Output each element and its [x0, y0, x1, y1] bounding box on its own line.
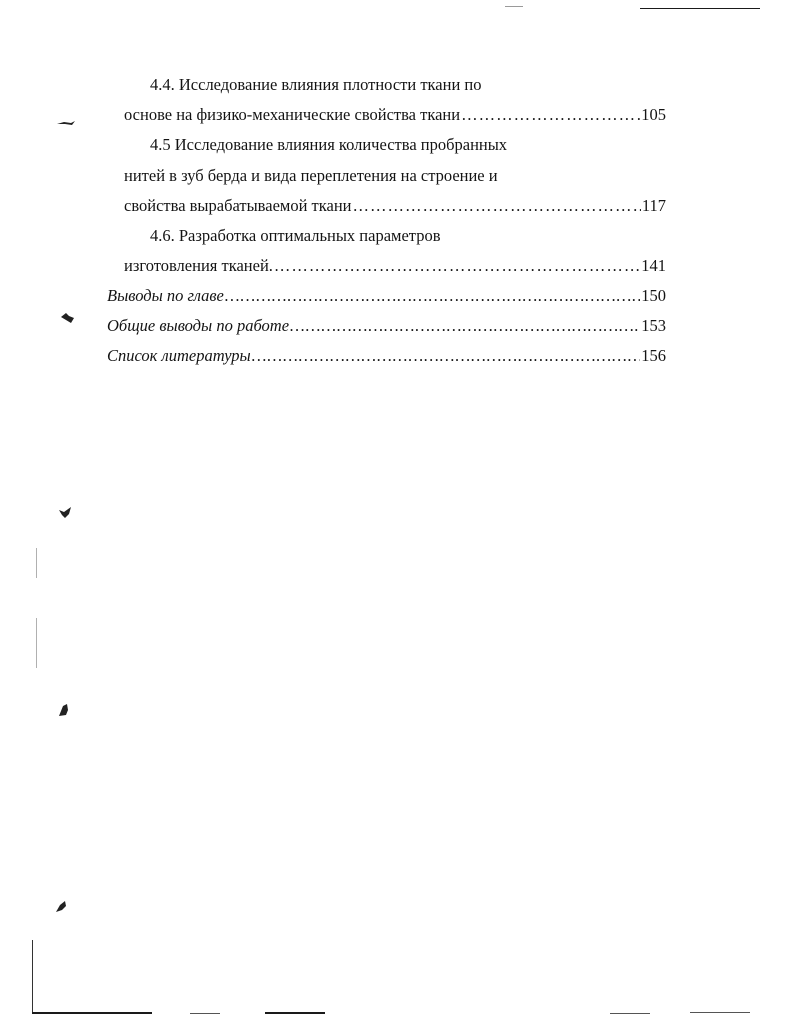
toc-4-6-page: 141 [641, 256, 666, 275]
bottom-border-line-4 [610, 1013, 650, 1014]
toc-4-4-line2: основе на физико-механические свойства ткани [124, 105, 461, 124]
toc-general-conclusions-leader [290, 316, 640, 336]
toc-4-4-line1: 4.4. Исследование влияния плотности ткани по [150, 75, 482, 94]
toc-4-6-line2: изготовления тканей. [124, 256, 273, 275]
toc-general-conclusions-entry [107, 316, 666, 336]
toc-references-label: Список литературы [107, 346, 251, 365]
scan-mark-5-icon [55, 900, 69, 914]
toc-4-4-entry [124, 105, 666, 125]
toc-4-6-leader [274, 256, 640, 276]
toc-4-6-line1: 4.6. Разработка оптимальных параметров [150, 226, 441, 245]
toc-references-leader [252, 346, 641, 366]
scan-mark-3-icon [58, 506, 74, 520]
toc-4-5-entry [124, 196, 666, 216]
bottom-border-line-1 [32, 1012, 152, 1014]
toc-4-5-leader [353, 196, 641, 216]
toc-conclusions-chapter-label: Выводы по главе [107, 286, 224, 305]
bottom-border-line-3 [265, 1012, 325, 1014]
top-border-line [640, 8, 760, 9]
bottom-border-line-5 [690, 1012, 750, 1013]
toc-conclusions-chapter-entry [107, 286, 666, 306]
left-page-edge [32, 940, 33, 1012]
toc-4-5-line1: 4.5 Исследование влияния количества пробранных [150, 135, 508, 154]
toc-general-conclusions-label: Общие выводы по работе [107, 316, 290, 335]
toc-general-conclusions-page: 153 [641, 316, 666, 335]
toc-4-4-leader [461, 105, 640, 125]
toc-4-4-page: 105 [641, 105, 666, 124]
scan-mark-1-icon [56, 118, 76, 128]
left-scan-line-1 [36, 548, 37, 578]
scan-mark-4-icon [57, 703, 71, 717]
scan-mark-2-icon [60, 312, 76, 326]
toc-4-6-entry [124, 256, 666, 276]
toc-4-5-line3: свойства вырабатываемой ткани [124, 196, 352, 215]
bottom-border-line-2 [190, 1013, 220, 1014]
top-border-mark [505, 6, 523, 7]
toc-conclusions-chapter-page: 150 [641, 286, 666, 305]
toc-references-entry [107, 346, 666, 366]
toc-4-5-page: 117 [641, 196, 666, 215]
toc-references-page: 156 [641, 346, 666, 365]
toc-conclusions-chapter-leader [225, 286, 640, 306]
toc-4-5-line2: нитей в зуб берда и вида переплетения на строение и [124, 166, 498, 185]
left-scan-line-2 [36, 618, 37, 668]
